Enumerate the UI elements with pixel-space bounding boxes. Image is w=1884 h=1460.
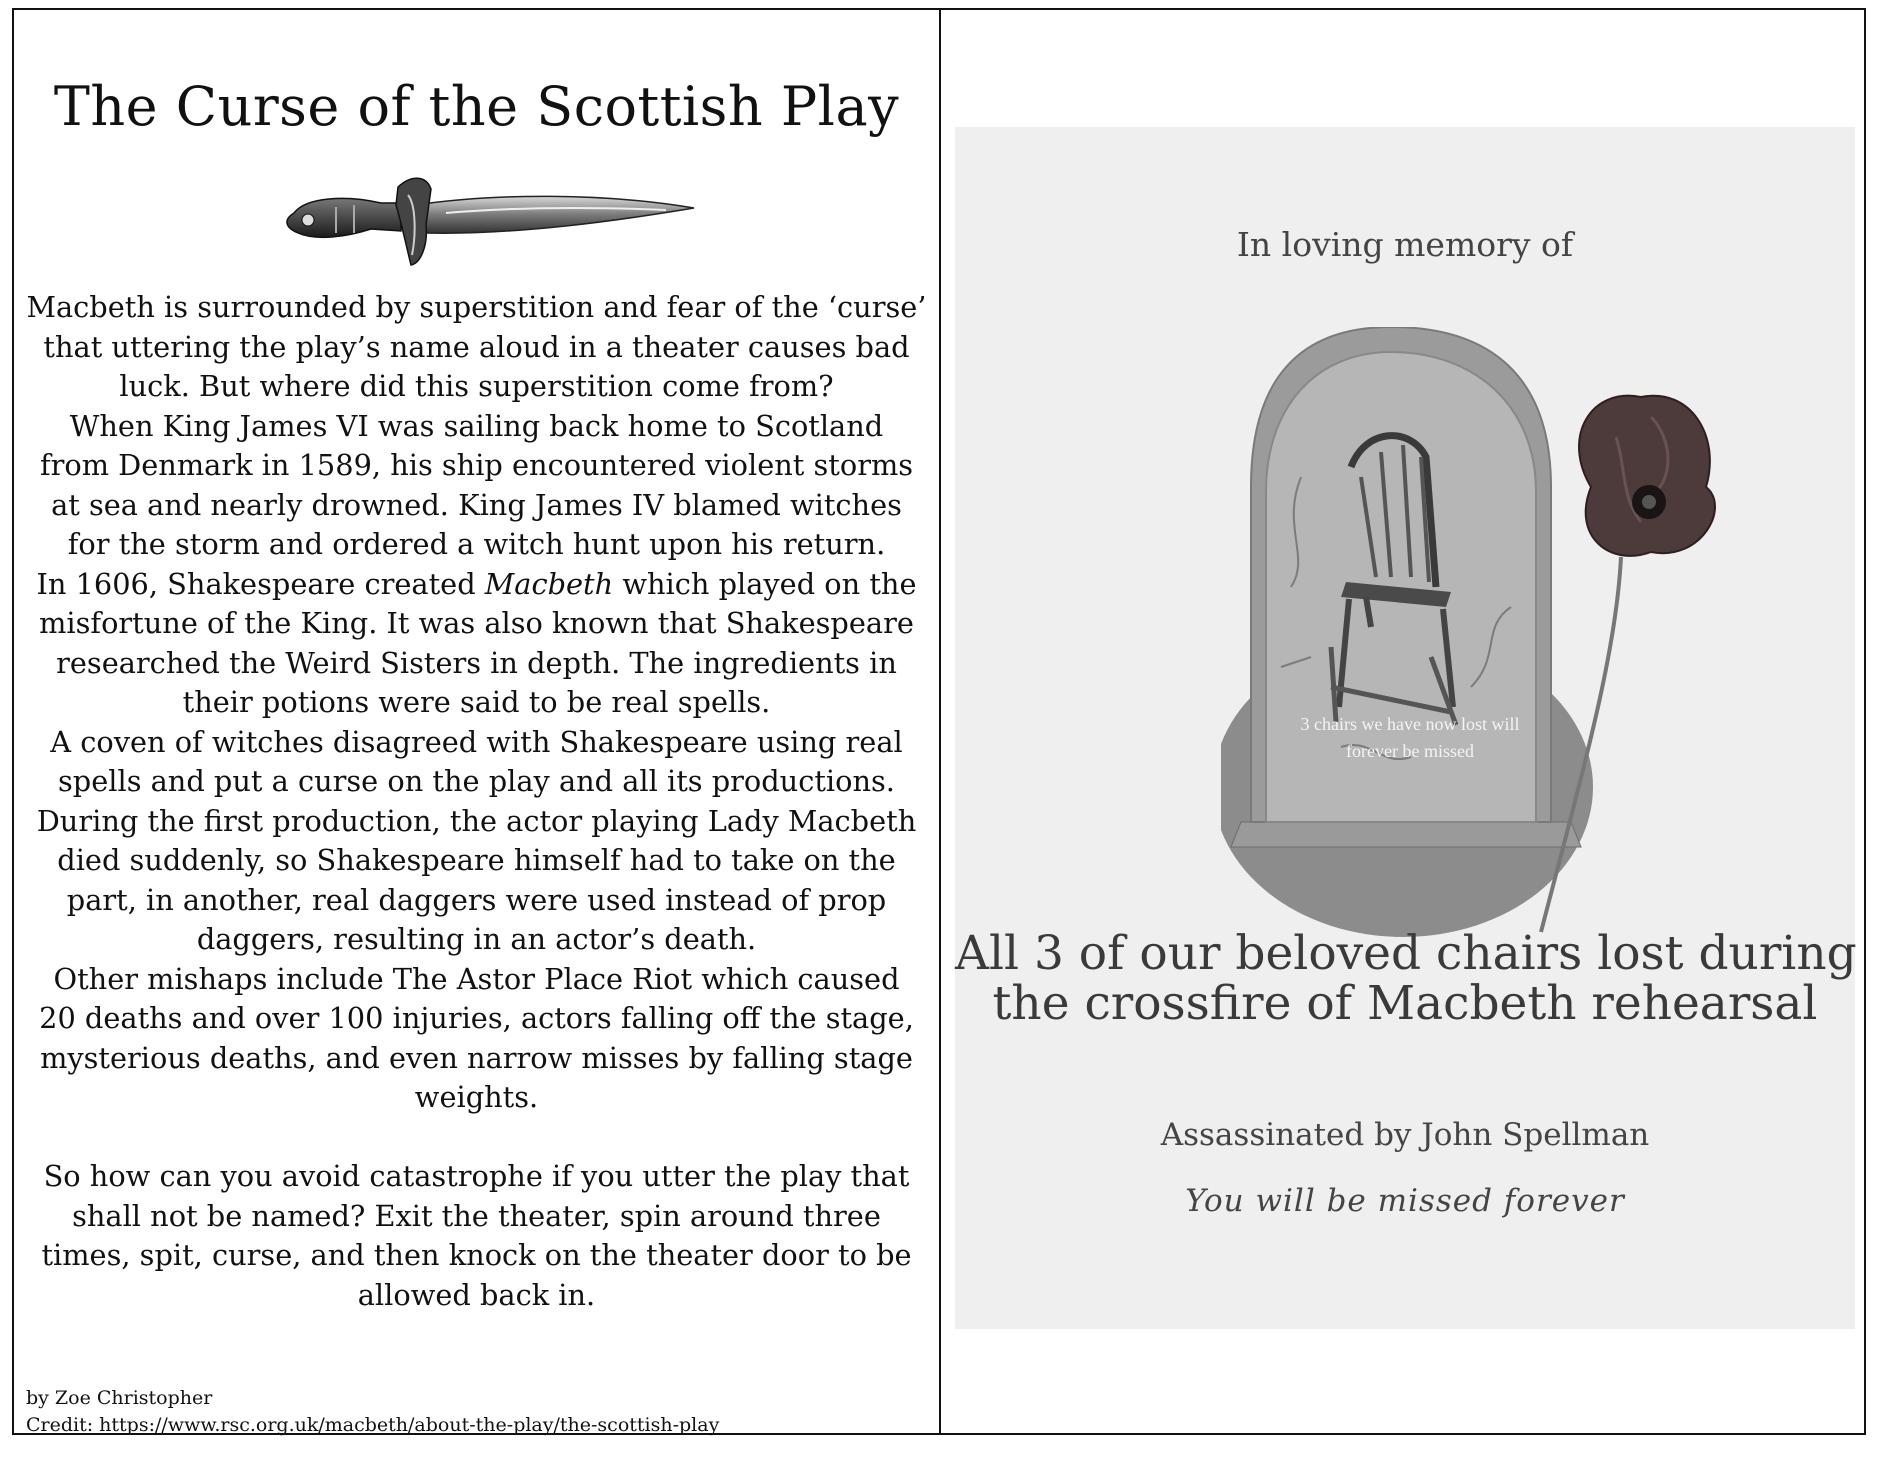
article-column	[14, 10, 941, 1436]
paragraph-line: from Denmark in 1589, his ship encountered violent storms	[39, 448, 914, 482]
paragraph-line: part, in another, real daggers were used instead of prop	[66, 882, 887, 917]
memorial-message	[955, 926, 1857, 1031]
paragraph-line: weights.	[414, 1080, 539, 1114]
paragraph-line: misfortune of the King. It was also known that Shakespeare	[39, 606, 914, 640]
paragraph-line: Other mishaps include The Astor Place Riot which caused	[53, 961, 900, 996]
paragraph-line: died suddenly, so Shakespeare himself had to take on the	[57, 843, 896, 877]
memorial-column	[941, 10, 1864, 1433]
paragraph-line: spells and put a curse on the play and all its productions.	[58, 764, 895, 798]
page-frame	[12, 8, 1866, 1435]
paragraph-line: 20 deaths and over 100 injuries, actors falling off the stage,	[39, 1001, 914, 1035]
tombstone-illustration	[1221, 327, 1771, 937]
inscription-line-1: 3 chairs we have now lost will	[1300, 714, 1520, 734]
paragraph-line: During the first production, the actor playing Lady Macbeth	[36, 803, 917, 838]
play-title-italic: Macbeth	[484, 566, 614, 601]
paragraph-line: Macbeth is surrounded by superstition and fear of the ‘curse’	[26, 290, 927, 324]
source-credit: Credit: https://www.rsc.org.uk/macbeth/about-the-play/the-scottish-play	[26, 1414, 720, 1436]
paragraph-line: allowed back in.	[357, 1277, 596, 1312]
paragraph-line: So how can you avoid catastrophe if you utter the play that	[43, 1159, 910, 1193]
author-byline: by Zoe Christopher	[26, 1387, 213, 1409]
paragraph-line: luck. But where did this superstition come from?	[119, 369, 834, 403]
paragraph-line: daggers, resulting in an actor’s death.	[196, 922, 757, 956]
paragraph-line: that uttering the play’s name aloud in a theater causes bad	[43, 329, 910, 364]
paragraph-line: their potions were said to be real spells.	[182, 685, 771, 719]
text-run: In 1606, Shakespeare created	[36, 566, 476, 601]
paragraph-line	[26, 565, 927, 605]
text-run: which played on the	[622, 566, 917, 601]
script-farewell: You will be missed forever	[1185, 1183, 1625, 1219]
article-body	[26, 288, 927, 1315]
paragraph-line: shall not be named? Exit the theater, spin around three	[72, 1198, 881, 1233]
memorial-message-line-2: the crossfire of Macbeth rehearsal	[992, 976, 1818, 1031]
inscription-line-2: forever be missed	[1346, 741, 1474, 761]
article-title: The Curse of the Scottish Play	[53, 75, 900, 138]
memorial-card	[955, 127, 1855, 1329]
paragraph-line: for the storm and ordered a witch hunt upon his return.	[67, 527, 886, 561]
paragraph-line: A coven of witches disagreed with Shakespeare using real	[50, 724, 903, 759]
paragraph-gap	[26, 1118, 927, 1158]
memorial-message-line-1: All 3 of our beloved chairs lost during	[955, 926, 1857, 981]
paragraph-line: researched the Weird Sisters in depth. The ingredients in	[56, 645, 897, 680]
memorial-heading: In loving memory of	[1236, 225, 1574, 264]
tombstone-inscription	[1265, 711, 1555, 765]
assassinated-by-line: Assassinated by John Spellman	[1160, 1117, 1650, 1153]
dagger-illustration	[276, 165, 696, 270]
article-credits	[26, 1385, 719, 1439]
paragraph-line: at sea and nearly drowned. King James IV blamed witches	[51, 487, 902, 522]
paragraph-line: When King James VI was sailing back home to Scotland	[69, 408, 884, 443]
paragraph-line: times, spit, curse, and then knock on the theater door to be	[41, 1238, 912, 1272]
paragraph-line: mysterious deaths, and even narrow misses by falling stage	[40, 1040, 913, 1075]
